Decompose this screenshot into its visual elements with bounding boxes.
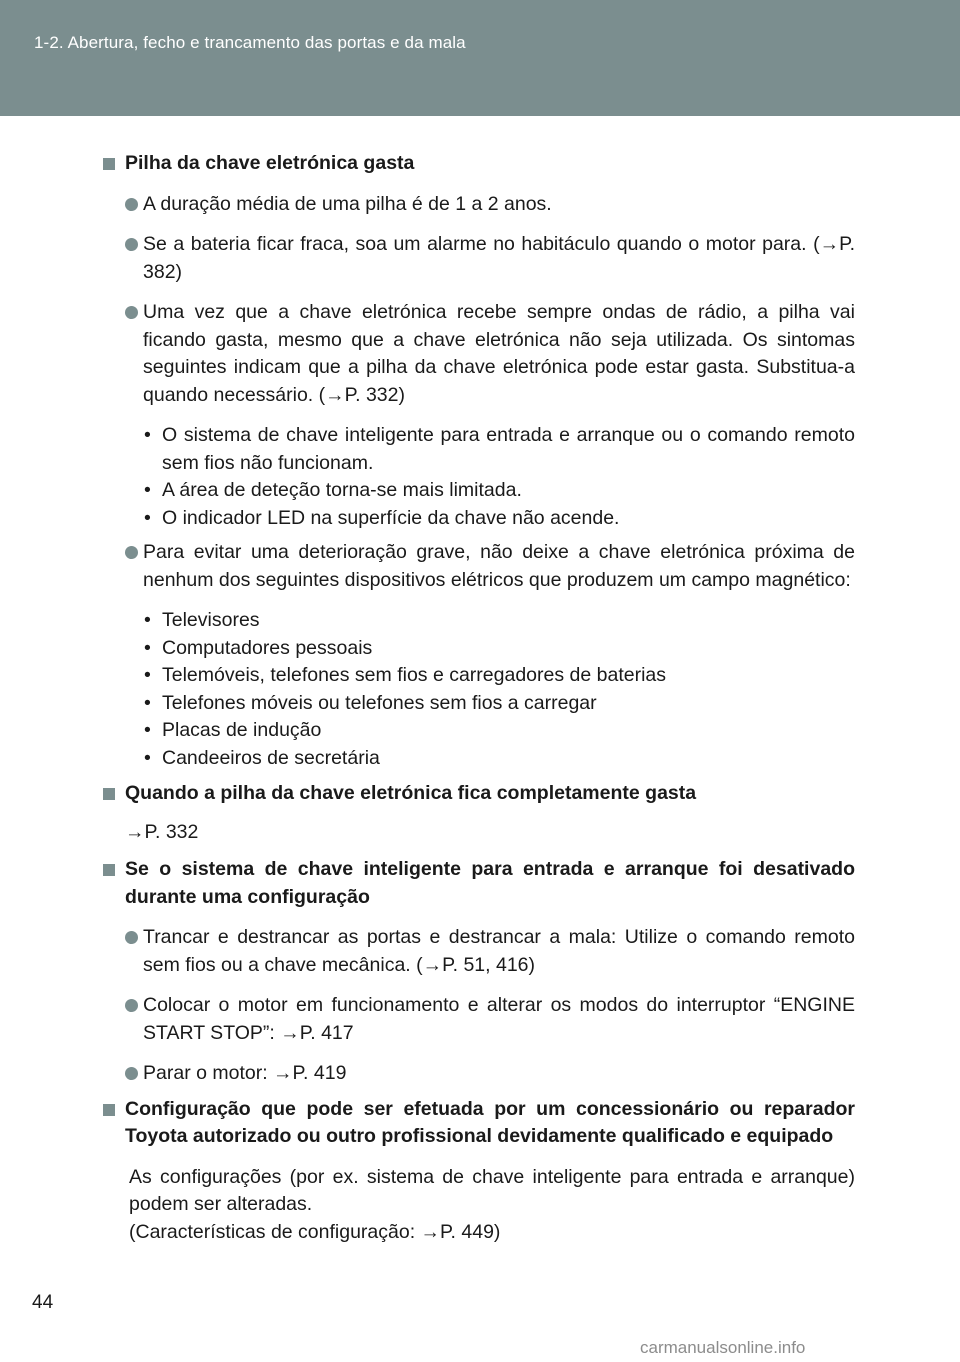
sub-list-item: • Computadores pessoais (103, 635, 855, 663)
section-heading: Se o sistema de chave inteligente para entrada e arranque foi desativado durante uma configuração (103, 856, 855, 911)
chapter-title: 1-2. Abertura, fecho e trancamento das portas e da mala (34, 33, 466, 52)
dot-marker: • (144, 479, 151, 501)
round-bullet-icon (125, 999, 138, 1012)
sub-list-item: • O sistema de chave inteligente para entrada e arranque ou o comando remoto sem fios não funcionam. (144, 424, 855, 474)
sub-list-item: • O indicador LED na superfície da chave não acende. (103, 505, 855, 533)
bullet-item: Colocar o motor em funcionamento e alterar os modos do interruptor “ENGINE START STOP”: →P. 417 (103, 992, 855, 1047)
round-bullet-icon (125, 1067, 138, 1080)
section-heading: Pilha da chave eletrónica gasta (103, 150, 855, 178)
page-content (103, 150, 855, 1246)
chapter-header (0, 0, 960, 116)
bullet-item: Para evitar uma deterioração grave, não deixe a chave eletrónica próxima de nenhum dos seguintes dispositivos elétricos que produzem um campo magnético: (103, 539, 855, 594)
page-number: 44 (32, 1292, 54, 1313)
sub-list-item: • Telefones móveis ou telefones sem fios a carregar (103, 690, 855, 718)
page-reference: →P. 332 (125, 820, 199, 843)
section-heading: Configuração que pode ser efetuada por um concessionário ou reparador Toyota autorizado ou outro profissional devidamente qualificado e equipado (103, 1096, 855, 1151)
watermark: carmanualsonline.info (640, 1338, 806, 1357)
sub-list-item: • Televisores (103, 607, 855, 635)
bullet-item: Uma vez que a chave eletrónica recebe sempre ondas de rádio, a pilha vai ficando gasta, mesmo que a chave eletrónica não seja utilizada. Os sintomas seguintes indicam que a pilha da chave eletrónica pode estar gasta. Substitua-a quando necessário. (→P. 332) (103, 299, 855, 409)
dot-marker: • (144, 719, 151, 741)
dot-marker: • (144, 609, 151, 631)
sub-list-item: • Telemóveis, telefones sem fios e carregadores de baterias (103, 662, 855, 690)
dot-marker: • (144, 664, 151, 686)
bullet-item: Se a bateria ficar fraca, soa um alarme no habitáculo quando o motor para. (→P. 382) (103, 231, 855, 286)
sub-list-item: • A área de deteção torna-se mais limitada. (103, 477, 855, 505)
sub-list-item: • Placas de indução (103, 717, 855, 745)
round-bullet-icon (125, 238, 138, 251)
dot-marker: • (144, 424, 151, 446)
square-bullet-icon (103, 864, 115, 876)
round-bullet-icon (125, 931, 138, 944)
section-heading: Quando a pilha da chave eletrónica fica completamente gasta (103, 780, 855, 808)
square-bullet-icon (103, 1104, 115, 1116)
round-bullet-icon (125, 546, 138, 559)
round-bullet-icon (125, 306, 138, 319)
round-bullet-icon (125, 198, 138, 211)
dot-marker: • (144, 636, 151, 659)
dot-marker: • (144, 746, 151, 769)
square-bullet-icon (103, 158, 115, 170)
sub-list-item: • Candeeiros de secretária (103, 745, 855, 773)
section-paragraph: As configurações (por ex. sistema de chave inteligente para entrada e arranque) podem ser alteradas. (Características de configuração: →P. 449) (129, 1165, 855, 1243)
bullet-item: Trancar e destrancar as portas e destrancar a mala: Utilize o comando remoto sem fios ou a chave mecânica. (→P. 51, 416) (103, 924, 855, 979)
dot-marker: • (144, 691, 151, 714)
dot-marker: • (144, 506, 151, 529)
square-bullet-icon (103, 788, 115, 800)
bullet-item: Parar o motor: →P. 419 (103, 1060, 855, 1088)
bullet-item: A duração média de uma pilha é de 1 a 2 anos. (103, 191, 855, 219)
